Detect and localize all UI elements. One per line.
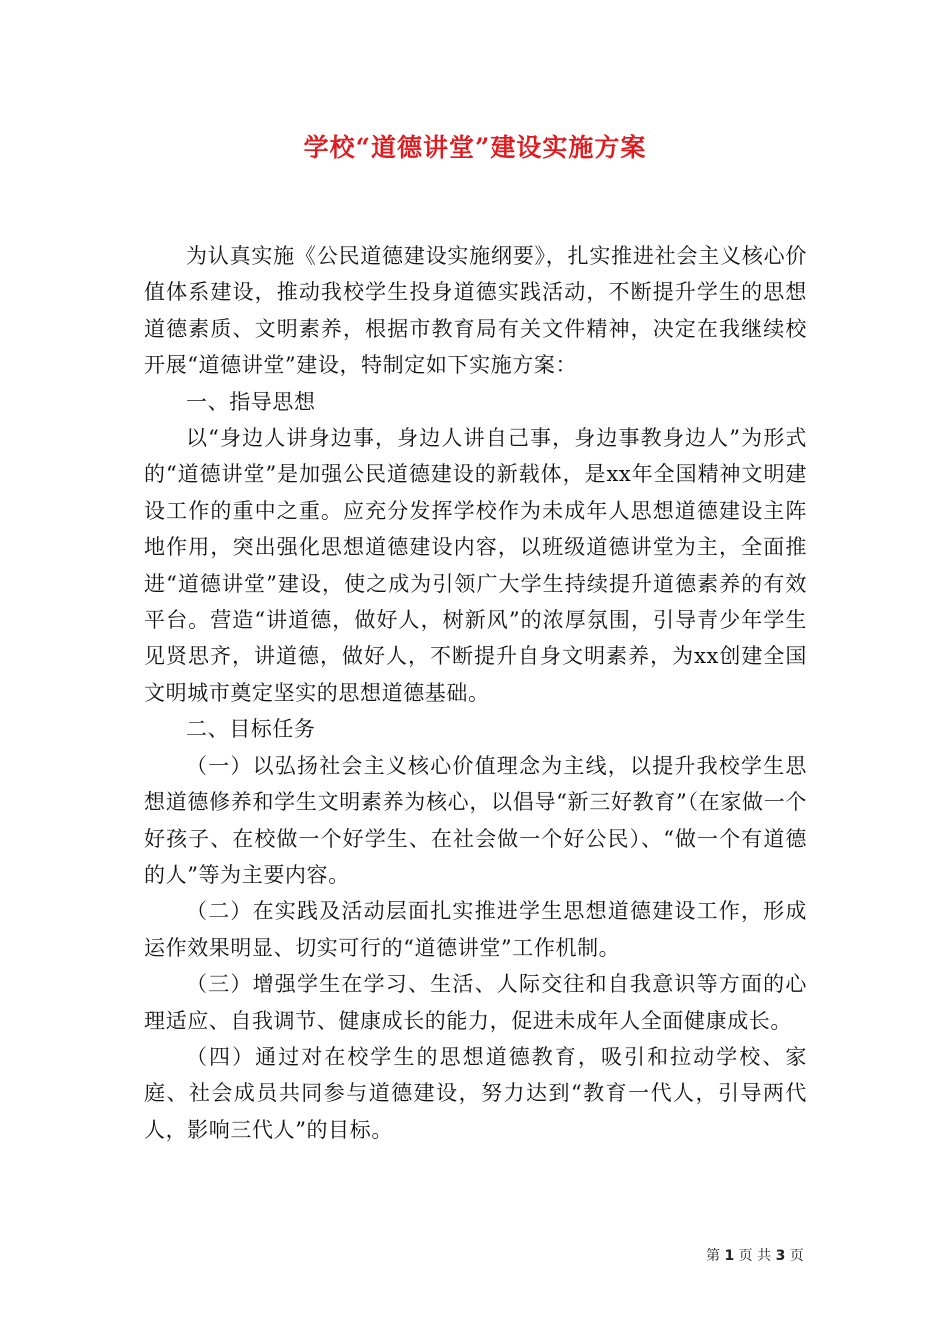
document-title: 学校“道德讲堂”建设实施方案: [303, 133, 647, 162]
goal-item-3: （三）增强学生在学习、生活、人际交往和自我意识等方面的心理适应、自我调节、健康成长的能力，促进未成年人全面健康成长。: [144, 972, 807, 1033]
total-pages-number: 3: [775, 1248, 786, 1264]
footer-prefix: 第: [706, 1248, 720, 1264]
footer-suffix: 页: [789, 1248, 804, 1264]
goal-item-1: （一）以弘扬社会主义核心价值理念为主线，以提升我校学生思想道德修养和学生文明素养为核心，以倡导“新三好教育”（在家做一个好孩子、在校做一个好学生、在社会做一个好公民）、“做一个有道德的人”等为主要内容。: [144, 753, 807, 887]
section-heading-goals-tasks: 二、目标任务: [186, 717, 316, 742]
section-heading-guiding-ideology: 一、指导思想: [186, 389, 316, 414]
current-page-number: 1: [724, 1248, 735, 1264]
page-footer: [706, 1246, 804, 1266]
goal-item-2: （二）在实践及活动层面扎实推进学生思想道德建设工作，形成运作效果明显、切实可行的“道德讲堂”工作机制。: [144, 899, 807, 960]
goal-item-4: （四）通过对在校学生的思想道德教育，吸引和拉动学校、家庭、社会成员共同参与道德建设，努力达到“教育一代人，引导两代人，影响三代人”的目标。: [144, 1044, 807, 1142]
footer-middle: 页 共: [738, 1248, 772, 1264]
guiding-ideology-paragraph: 以“身边人讲身边事，身边人讲自己事，身边事教身边人”为形式的“道德讲堂”是加强公民道德建设的新载体，是xx年全国精神文明建设工作的重中之重。应充分发挥学校作为未成年人思想道德建设主阵地作用，突出强化思想道德建设内容，以班级道德讲堂为主，全面推进“道德讲堂”建设，使之成为引领广大学生持续提升道德素养的有效平台。营造“讲道德，做好人，树新风”的浓厚氛围，引导青少年学生见贤思齐，讲道德，做好人，不断提升自身文明素养，为xx创建全国文明城市奠定坚实的思想道德基础。: [144, 426, 807, 705]
document-body: [144, 238, 807, 1148]
intro-paragraph: 为认真实施《公民道德建设实施纲要》，扎实推进社会主义核心价值体系建设，推动我校学生投身道德实践活动，不断提升学生的思想道德素质、文明素养，根据市教育局有关文件精神，决定在我继续校开展“道德讲堂”建设，特制定如下实施方案：: [144, 244, 807, 378]
